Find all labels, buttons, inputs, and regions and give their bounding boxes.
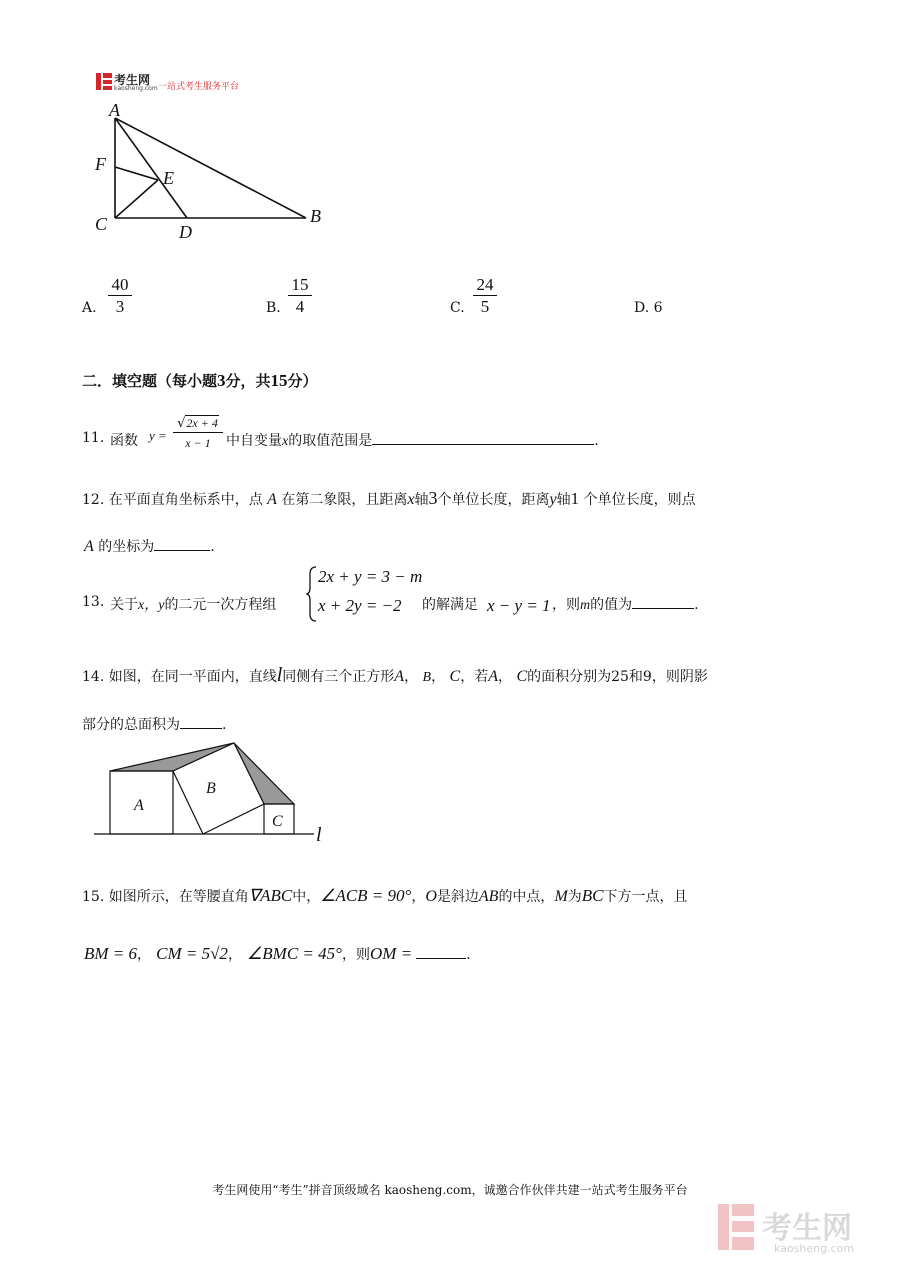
q14-fig-label-l: l: [316, 824, 322, 845]
q10-triangle-figure: [88, 98, 338, 243]
q11-fraction: [173, 415, 223, 453]
option-a-fraction: [108, 275, 132, 318]
q13-brace-icon: [306, 566, 318, 622]
q14-B: B: [422, 670, 432, 685]
q13-eq2: x + 2y = −2: [318, 596, 402, 615]
q12-text-g: 的坐标为: [98, 539, 155, 555]
q13-m: m: [580, 598, 591, 613]
option-a-num: 40: [108, 275, 132, 296]
option-d-letter: D.: [634, 300, 650, 316]
q14-line1: 14. 如图，在同一平面内，直线l同侧有三个正方形A， B， C，若A， C的面积分别为25和9，则阴影: [82, 664, 708, 686]
watermark-name: 考生网: [762, 1211, 852, 1246]
q15-triangle: ∇ABC: [248, 886, 293, 905]
q15-answer-blank[interactable]: [416, 944, 466, 959]
q10-label-E: E: [163, 168, 174, 188]
q15-cm: CM = 5√2: [156, 944, 228, 963]
watermark-mark-icon: [718, 1204, 756, 1252]
q14-number: 14.: [82, 669, 105, 685]
q15-angle2: ∠BMC = 45°: [247, 944, 342, 963]
option-a-letter: A.: [82, 300, 97, 316]
q12-text-b: 在第二象限，且距离: [281, 492, 408, 508]
q10-label-C: C: [95, 214, 108, 234]
option-b-den: 4: [295, 297, 305, 316]
q12-text-a: 在平面直角坐标系中，点: [108, 492, 263, 508]
q13-tail: [552, 594, 699, 614]
q10-label-F: F: [95, 154, 106, 174]
logo-slogan: 一站式考生服务平台: [158, 82, 240, 92]
q15-bm: BM = 6: [84, 944, 138, 963]
q11-answer-blank[interactable]: [372, 430, 594, 445]
q15-text-e: 的中点，: [498, 889, 555, 905]
section-title-c: 分）: [287, 372, 318, 390]
q14-A2: A: [488, 668, 498, 685]
q15-text-d: 是斜边: [436, 889, 479, 905]
q15-then: 则: [355, 947, 370, 963]
q14-squares-figure: [92, 740, 332, 845]
footer-text: 考生网使用“考生”拼音顶级域名 kaosheng.com，诚邀合作伙伴共建一站式考生服务平台: [212, 1183, 688, 1197]
q12-text-d: 个单位长度，距离: [437, 492, 550, 508]
q13-text-c: 的解满足: [422, 597, 478, 613]
q12-line2: [84, 536, 215, 556]
option-d-value: 6: [653, 300, 663, 316]
watermark-domain: kaosheng.com: [774, 1242, 855, 1255]
q12-point-a: A: [267, 491, 277, 508]
q15-line1: [82, 886, 688, 906]
q15-line2: BM = 6， CM = 5√2， ∠BMC = 45°，则OM = .: [84, 944, 471, 963]
q15-AB: AB: [478, 888, 499, 905]
section-title-b: 分，共: [225, 372, 271, 390]
option-d: [634, 300, 663, 316]
option-b-fraction: [288, 275, 312, 318]
q14-text-line2: 部分的总面积为: [82, 717, 180, 733]
option-c-den: 5: [480, 297, 490, 316]
q15-O: O: [425, 888, 437, 905]
footer-watermark: [718, 1204, 756, 1256]
q14-fig-label-C: C: [272, 813, 283, 830]
logo-domain: kaosheng.com: [114, 85, 158, 92]
logo-name: 考生网: [114, 73, 151, 87]
q13-end: .: [694, 597, 699, 613]
q15-text-b: 中，: [292, 889, 321, 905]
q14-fig-label-B: B: [206, 780, 216, 797]
q14-end: .: [222, 717, 227, 733]
q15-M: M: [554, 888, 568, 905]
q13-eq1: 2x + y = 3 − m: [318, 567, 423, 586]
q11-suffix: 的取值范围是: [288, 433, 373, 449]
option-c-letter: C.: [450, 300, 465, 316]
q13-text-b: 的二元一次方程组: [164, 597, 277, 613]
q15-number: 15.: [82, 889, 105, 905]
q14-A: A: [394, 668, 405, 685]
q10-label-A: A: [109, 100, 120, 120]
q13-text-e: 的值为: [590, 597, 633, 613]
q12-text-e: 轴: [556, 492, 571, 508]
q13-text-d: ，则: [552, 597, 580, 613]
q12-text-c: 轴: [414, 492, 429, 508]
q12-end: .: [210, 539, 215, 555]
q13-condition: x − y = 1: [487, 596, 551, 615]
section-title-a: 二．填空题（每小题: [82, 372, 218, 390]
section-title: [82, 370, 318, 391]
option-b-num: 15: [288, 275, 312, 296]
q14-C: C: [449, 668, 461, 685]
option-a-den: 3: [115, 297, 125, 316]
section-title-n1: 3: [217, 371, 226, 390]
q14-line2: [82, 714, 226, 734]
q14-C2: C: [516, 668, 528, 685]
q11-numerator: √2x + 4: [173, 415, 223, 433]
option-b-letter: B.: [266, 300, 281, 316]
q14-answer-blank[interactable]: [180, 714, 222, 729]
q12-answer-blank[interactable]: [154, 536, 210, 551]
q10-label-D: D: [179, 222, 192, 242]
q11-mid: 中自变量: [226, 433, 282, 449]
q11-sqrt-content: 2x + 4: [186, 416, 218, 430]
q14-text-b: 同侧有三个正方形: [282, 669, 395, 685]
q11-y-eq: y =: [149, 428, 167, 443]
q11-var: x: [282, 434, 289, 449]
q13-answer-blank[interactable]: [632, 594, 694, 609]
q15-end: .: [466, 947, 471, 963]
option-c-num: 24: [473, 275, 497, 296]
q11-number: 11.: [82, 430, 105, 446]
q11-prefix: 函数: [110, 433, 138, 449]
q14-l: l: [276, 664, 283, 686]
q13-number: 13.: [82, 594, 105, 610]
q13-vars: x，y: [138, 598, 165, 613]
q13-text-a: 关于: [110, 597, 138, 613]
q15-om: OM =: [369, 944, 413, 963]
q12-one: 1: [570, 489, 580, 508]
q12-x: x: [407, 491, 415, 508]
q11-denominator: x − 1: [185, 436, 211, 450]
q15-text-g: 下方一点，且: [603, 889, 688, 905]
option-c-fraction: [473, 275, 497, 318]
q14-text-c: ，若: [460, 669, 489, 685]
q12-text-f: 个单位长度，则点: [583, 492, 696, 508]
q12-three: 3: [428, 488, 438, 508]
q12-y: y: [549, 491, 557, 508]
q14-text-a: 如图，在同一平面内，直线: [108, 669, 277, 685]
q11-end: .: [594, 433, 599, 449]
q15-text-c: ，: [411, 889, 426, 905]
section-title-n2: 15: [270, 371, 288, 390]
q13-text: [110, 594, 276, 614]
q12-line1: [82, 488, 696, 509]
q14-text-d: 的面积分别为25和9，则阴影: [527, 669, 708, 685]
q15-angle: ∠ACB = 90°: [320, 886, 412, 905]
q11-text: [226, 430, 599, 450]
q12-point-a2: A: [84, 538, 94, 555]
q10-label-B: B: [310, 206, 321, 226]
q15-text-f: 为: [567, 889, 582, 905]
q15-BC: BC: [581, 886, 604, 905]
q15-text-a: 如图所示，在等腰直角: [108, 889, 249, 905]
q14-fig-label-A: A: [134, 797, 144, 814]
q12-number: 12.: [82, 492, 105, 508]
